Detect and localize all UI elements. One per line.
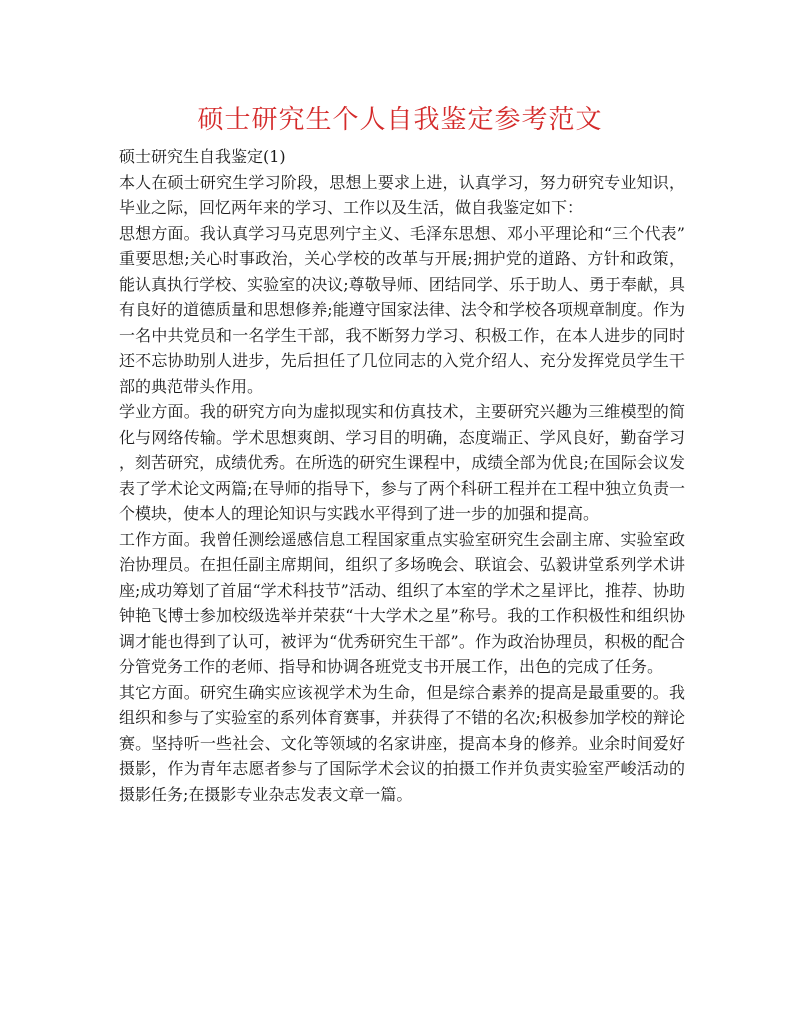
paragraph-academics: 学业方面。我的研究方向为虚拟现实和仿真技术，主要研究兴趣为三维模型的简化与网络传输。学术思想爽朗、学习目的明确，态度端正、学风良好，勤奋学习，刻苦研究，成绩优秀。在所选的研究生课程中，成绩全部为优良;在国际会议发表了学术论文两篇;在导师的指导下，参与了两个科研工程并在工程中独立负责一个模块，使本人的理论知识与实践水平得到了进一步的加强和提高。 xyxy=(119,402,685,523)
document-subtitle: 硕士研究生自我鉴定(1) xyxy=(119,147,286,166)
document-title: 硕士研究生个人自我鉴定参考范文 xyxy=(197,105,603,135)
paragraph-other: 其它方面。研究生确实应该视学术为生命，但是综合素养的提高是最重要的。我组织和参与了实验室的系列体育赛事，并获得了不错的名次;积极参加学校的辩论赛。坚持听一些社会、文化等领域的名家讲座，提高本身的修养。业余时间爱好摄影，作为青年志愿者参与了国际学术会议的拍摄工作并负责实验室严峻活动的摄影任务;在摄影专业杂志发表文章一篇。 xyxy=(119,682,685,804)
document-body xyxy=(119,144,685,807)
paragraph-work: 工作方面。我曾任测绘遥感信息工程国家重点实验室研究生会副主席、实验室政治协理员。在担任副主席期间，组织了多场晚会、联谊会、弘毅讲堂系列学术讲座;成功筹划了首届“学术科技节”活动、组织了本室的学术之星评比，推荐、协助钟艳飞博士参加校级选举并荣获“十大学术之星”称号。我的工作积极性和组织协调才能也得到了认可，被评为“优秀研究生干部”。作为政治协理员，积极的配合分管党务工作的老师、指导和协调各班党支书开展工作，出色的完成了任务。 xyxy=(119,529,685,676)
paragraph-ideology: 思想方面。我认真学习马克思列宁主义、毛泽东思想、邓小平理论和“三个代表”重要思想;关心时事政治，关心学校的改革与开展;拥护党的道路、方针和政策，能认真执行学校、实验室的决议;尊敬导师、团结同学、乐于助人、勇于奉献，具有良好的道德质量和思想修养;能遵守国家法律、法令和学校各项规章制度。作为一名中共党员和一名学生干部，我不断努力学习、积极工作，在本人进步的同时还不忘协助别人进步，先后担任了几位同志的入党介绍人、充分发挥党员学生干部的典范带头作用。 xyxy=(119,223,685,396)
paragraph-intro: 本人在硕士研究生学习阶段，思想上要求上进，认真学习，努力研究专业知识，毕业之际，回忆两年来的学习、工作以及生活，做自我鉴定如下： xyxy=(119,172,685,217)
